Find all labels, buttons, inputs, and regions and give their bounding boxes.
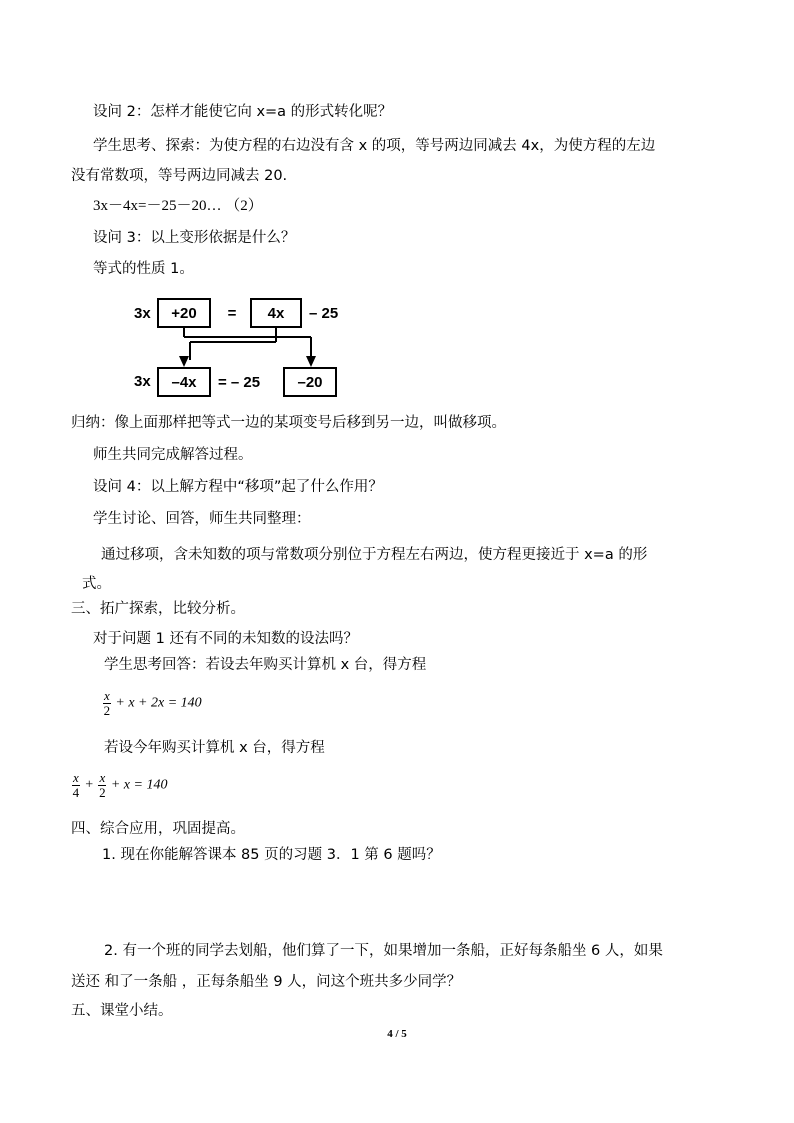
diagram-bottom-box2-label: –20 (297, 374, 323, 391)
section-3-heading: 三、拓广探索，比较分析。 (71, 601, 245, 617)
diagram-top-box2-label: 4x (267, 305, 285, 322)
page-number: 4 / 5 (387, 1028, 407, 1040)
equation-this-year: $\frac{x}{4}$ + $\frac{x}{2}$ + x = 140 (72, 770, 168, 800)
question-4: 设问 4：以上解方程中“移项”起了什么作用？ (93, 479, 383, 495)
student-exploration-line2: 没有常数项，等号两边同减去 20. (71, 168, 288, 184)
this-year-setup: 若设今年购买计算机 x 台，得方程 (104, 740, 325, 756)
summary-transposition: 归纳：像上面那样把等式一边的某项变号后移到另一边，叫做移项。 (71, 415, 506, 431)
section-4-heading: 四、综合应用，巩固提高。 (71, 821, 245, 837)
student-exploration-line1: 学生思考、探索：为使方程的右边没有含 x 的项，等号两边同减去 4x，为使方程的左边 (93, 138, 656, 154)
diagram-bottom-box1-label: –4x (171, 374, 197, 391)
equation-2: 3x－4x=－25－20… （2） (93, 198, 263, 214)
equation-last-year-fraction: $\frac{x}{2}$ (103, 688, 111, 718)
property-note: 等式的性质 1。 (93, 261, 194, 277)
transposition-purpose-line1: 通过移项，含未知数的项与常数项分别位于方程左右两边，使方程更接近于 x=a 的形 (101, 547, 648, 563)
section-5-heading: 五、课堂小结。 (71, 1003, 173, 1019)
diagram-bottom-left: 3x (134, 373, 151, 390)
equation-last-year: $\frac{x}{2}$ + x + 2x = 140 (103, 688, 202, 718)
question-3: 设问 3：以上变形依据是什么？ (93, 230, 296, 246)
arrow-head-right (306, 356, 316, 367)
teacher-student-complete: 师生共同完成解答过程。 (93, 447, 253, 463)
exercise-2-line2: 送还 和了一条船 ，正每条船坐 9 人，问这个班共多少同学？ (71, 974, 462, 990)
diagram-top-box1-label: +20 (171, 305, 197, 322)
arrow-head-left (179, 356, 189, 367)
diagram-arrows (184, 327, 311, 360)
alternative-unknown-question: 对于问题 1 还有不同的未知数的设法吗？ (93, 631, 358, 647)
transposition-diagram (128, 290, 358, 402)
transposition-purpose-line2: 式。 (82, 576, 111, 592)
diagram-top-eq: = (227, 305, 237, 322)
exercise-2-line1: 2. 有一个班的同学去划船，他们算了一下，如果增加一条船，正好每条船坐 6 人，如果 (104, 943, 663, 959)
diagram-top-right: – 25 (309, 305, 339, 322)
discussion-note: 学生讨论、回答，师生共同整理： (93, 511, 311, 527)
exercise-1: 1. 现在你能解答课本 85 页的习题 3．1 第 6 题吗？ (102, 847, 441, 863)
question-2: 设问 2：怎样才能使它向 x=a 的形式转化呢？ (93, 104, 393, 120)
diagram-bottom-eq: = – 25 (218, 374, 261, 391)
equation-this-year-fraction1: $\frac{x}{4}$ (72, 770, 80, 800)
last-year-setup: 学生思考回答：若设去年购买计算机 x 台，得方程 (104, 657, 427, 673)
diagram-top-left: 3x (134, 305, 151, 322)
equation-this-year-fraction2: $\frac{x}{2}$ (99, 770, 106, 800)
